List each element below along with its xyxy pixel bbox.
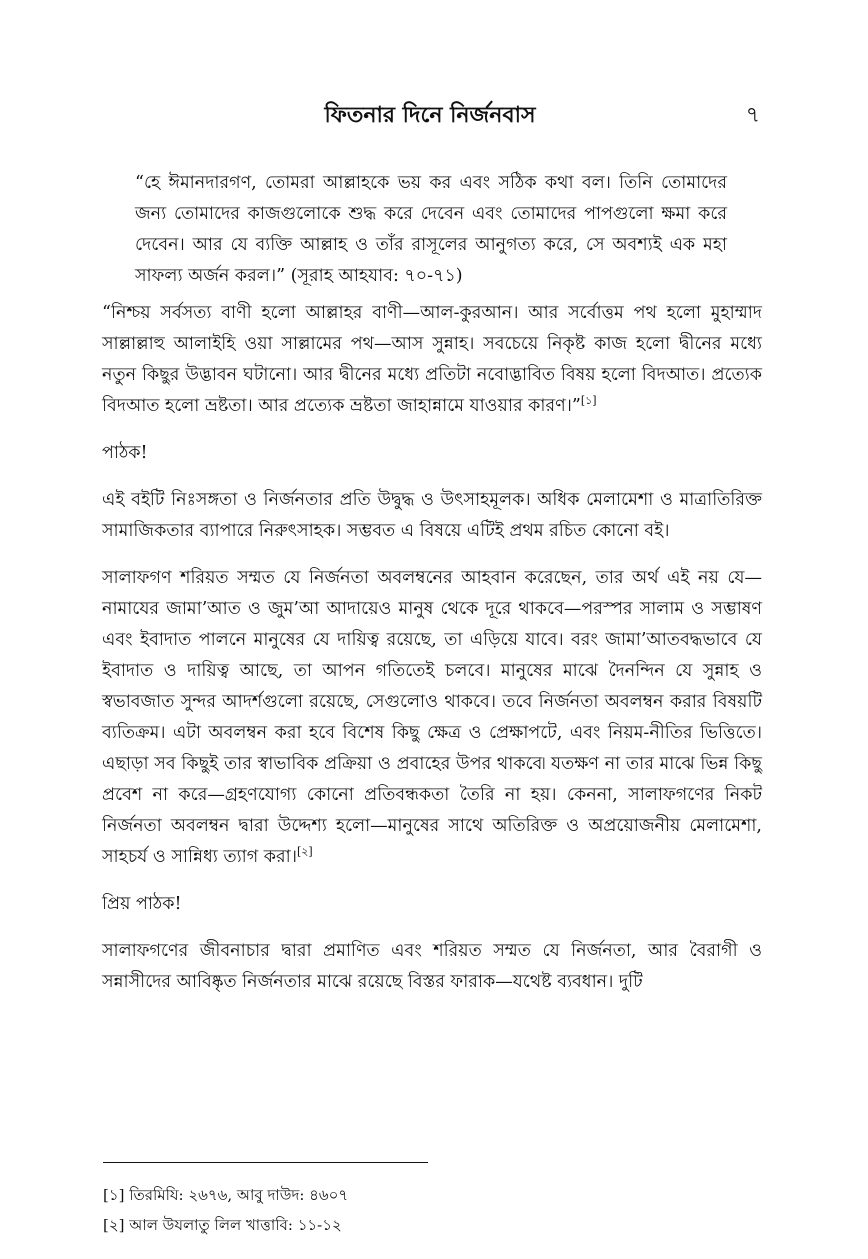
paragraph-difference: সালাফগণের জীবনাচার দ্বারা প্রমাণিত এবং শরিয়ত সম্মত যে নির্জনতা, আর বৈরাগী ও সন্নাসীদের আবিষ্কৃত নির্জনতার মাঝে রয়েছে বিস্তর ফারাক—যথেষ্ট ব্যবধান। দুটি [102, 941, 762, 992]
salaf-seclusion-text: সালাফগণ শরিয়ত সম্মত যে নির্জনতা অবলম্বনের আহবান করেছেন, তার অর্থ এই নয় যে—নামাযের জামা’আত ও জুম’আ আদায়েও মানুষ থেকে দূরে থাকবে—পরস্পর সালাম ও সম্ভাষণ এবং ইবাদাত পালনে মানুষের যে দায়িত্ব রয়েছে, তা এড়িয়ে যাবে। বরং জামা’আতবদ্ধভাবে যে ইবাদাত ও দায়িত্ব আছে, তা আপন গতিতেই চলবে। মানুষের মাঝে দৈনন্দিন যে সুন্নাহ ও স্বভাবজাত সুন্দর আদর্শগুলো রয়েছে, সেগুলোও থাকবে। তবে নির্জনতা অবলম্বন করার বিষয়টি ব্যতিক্রম। এটা অবলম্বন করা হবে বিশেষ কিছু ক্ষেত্র ও প্রেক্ষাপটে, এবং নিয়ম-নীতির ভিত্তিতে। এছাড়া সব কিছুই তার স্বাভাবিক প্রক্রিয়া ও প্রবাহের উপর থাকবে৷ যতক্ষণ না তার মাঝে ভিন্ন কিছু প্রবেশ না করে—গ্রহণযোগ্য কোনো প্রতিবন্ধকতা তৈরি না হয়। কেননা, সালাফগণের নিকট নির্জনতা অবলম্বন দ্বারা উদ্দেশ্য হলো—মানুষের সাথে অতিরিক্ত ও অপ্রয়োজনীয় মেলামেশা, সাহচর্য ও সান্নিধ্য ত্যাগ করা। [102, 568, 762, 867]
paragraph-reader-address: পাঠক! [102, 443, 148, 463]
footnote-ref-1[interactable]: [১] [580, 394, 597, 408]
paragraph-salaf-seclusion [102, 563, 762, 873]
footnote-ref-2[interactable]: [২] [296, 845, 313, 859]
page-number: ৭ [745, 103, 760, 128]
paragraph-dear-reader: প্রিয় পাঠক! [102, 894, 182, 914]
footnote-1: [১] তিরমিযি: ২৬৭৬, আবু দাউদ: ৪৬০৭ [103, 1186, 349, 1204]
running-title: ফিতনার দিনে নির্জনবাস [324, 103, 536, 128]
body-text [102, 298, 762, 1014]
page-header [100, 98, 760, 138]
footnote-divider [103, 1162, 428, 1163]
paragraph-book-intro: এই বইটি নিঃসঙ্গতা ও নির্জনতার প্রতি উদ্বুদ্ধ ও উৎসাহমূলক। অধিক মেলামেশা ও মাত্রাতিরিক্ত সামাজিকতার ব্যাপারে নিরুৎসাহক। সম্ভবত এ বিষয়ে এটিই প্রথম রচিত কোনো বই। [102, 490, 762, 541]
paragraph-hadith [102, 298, 762, 422]
quran-quote: “হে ঈমানদারগণ, তোমরা আল্লাহকে ভয় কর এবং সঠিক কথা বল। তিনি তোমাদের জন্য তোমাদের কাজগুলোকে শুদ্ধ করে দেবেন এবং তোমাদের পাপগুলো ক্ষমা করে দেবেন। আর যে ব্যক্তি আল্লাহ ও তাঁর রাসূলের আনুগত্য করে, সে অবশ্যই এক মহা সাফল্য অর্জন করল।” (সূরাহ আহযাব: ৭০-৭১) [135, 173, 727, 286]
hadith-text: “নিশ্চয় সর্বসত্য বাণী হলো আল্লাহর বাণী—আল-কুরআন। আর সর্বোত্তম পথ হলো মুহাম্মাদ সাল্লাল্লাহু আলাইহি ওয়া সাল্লামের পথ—আস সুন্নাহ। সবচেয়ে নিকৃষ্ট কাজ হলো দ্বীনের মধ্যে নতুন কিছুর উদ্ভাবন ঘটানো। আর দ্বীনের মধ্যে প্রতিটা নবোদ্ভাবিত বিষয় হলো বিদআত। প্রত্যেক বিদআত হলো ভ্রষ্টতা। আর প্রত্যেক ভ্রষ্টতা জাহান্নামে যাওয়ার কারণ।” [102, 303, 762, 416]
footnote-2: [২] আল উযলাতু লিল খাত্তাবি: ১১-১২ [103, 1216, 342, 1234]
footnotes [103, 1180, 763, 1240]
